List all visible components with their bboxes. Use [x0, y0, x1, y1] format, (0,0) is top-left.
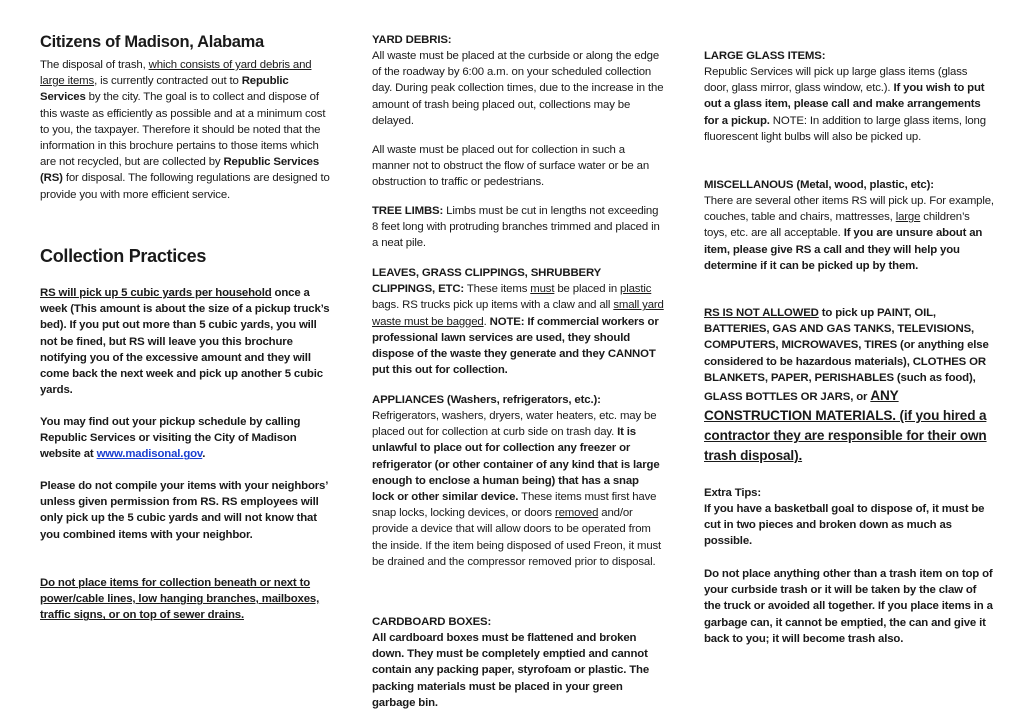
pickup-limit-paragraph: RS will pick up 5 cubic yards per household once a week (This amount is about the size of a pickup truck’s bed). If you put out more than 5 cubic yards, you will not be fined, but RS will leave you this brochure notifying you of the excessive amount and they will come back the next week and pick up another 5 cubic yards. [40, 287, 330, 397]
appliances-paragraph: Refrigerators, washers, dryers, water heaters, etc. may be placed out for collection at curb side on trash day. It is unlawful to place out for collection any freezer or refrigerator (or other container of any kind that is large enough to enclose a human being) that has a snap lock or other similar device. These items must first have snap locks, locking devices, or doors removed and/or provide a device that will allow doors to be operated from the inside. If the item being disposed of used Freon, it must be drained and the compressor removed prior to disposal. [372, 410, 662, 568]
not-allowed-paragraph: RS IS NOT ALLOWED to pick up PAINT, OIL, BATTERIES, GAS AND GAS TANKS, TELEVISIONS, COMPUTERS, MICROWAVES, TIRES (or anything else considered to be hazardous materials), CLOTHES OR BLANKETS, PAPER, PERISHABLES (such as food), GLASS BOTTLES OR JARS, or ANY CONSTRUCTION MATERIALS. (if you hired a contractor they are responsible for their own trash disposal). [704, 307, 989, 464]
cardboard-paragraph: All cardboard boxes must be flattened and broken down. They must be completely emptied and cannot contain any packing paper, styrofoam or plastic. The packing materials must be placed in your green garbage bin. [372, 632, 650, 709]
appliances-heading: APPLIANCES (Washers, refrigerators, etc.): [372, 394, 601, 406]
leaves-heading: LEAVES, GRASS CLIPPINGS, SHRUBBERY CLIPPINGS, ETC: [372, 267, 601, 296]
schedule-paragraph: You may find out your pickup schedule by calling Republic Services or visiting the City of Madison website at www.madisonal.gov. [40, 416, 301, 461]
cardboard-heading: CARDBOARD BOXES: [372, 616, 492, 628]
tree-limbs-heading: TREE LIMBS: [372, 205, 444, 217]
extra-tips-paragraph-2: Do not place anything other than a trash item on top of your curbside trash or it will be taken by the claw of the truck or avoided all together. If you place items in a garbage can, it cannot be emptied, the can and give it back to you; it will become trash also. [704, 568, 993, 645]
glass-paragraph: Republic Services will pick up large glass items (glass door, glass mirror, glass window, etc.). If you wish to put out a glass item, please call and make arrangements for a pickup. NOTE: In addition to large glass items, long fluorescent light bulbs will also be picked up. [704, 66, 986, 143]
yard-debris-heading: YARD DEBRIS: [372, 34, 452, 46]
yard-debris-paragraph: All waste must be placed at the curbside or along the edge of the roadway by 6:00 a.m. on your scheduled collection day. During peak collection times, due to the increase in the amount of trash being placed out, collections may be delayed. [372, 50, 664, 127]
placement-warning: Do not place items for collection beneath or next to power/cable lines, low hanging branches, mailboxes, traffic signs, or on top of sewer drains. [40, 577, 320, 622]
intro-paragraph: The disposal of trash, which consists of yard debris and large items, is currently contracted out to Republic Services by the city. The goal is to collect and dispose of this waste as efficiently as possible and at a minimum cost to you, the taxpayer. Therefore it should be noted that the information in this brochure pertains to those items which are not recycled, but are collected by Republic Services (RS) for disposal. The following regulations are designed to provide you with more efficient service. [40, 59, 330, 201]
leaves-section: LEAVES, GRASS CLIPPINGS, SHRUBBERY CLIPPINGS, ETC: These items must be placed in plastic bags. RS trucks pick up items with a claw and all small yard waste must be bagged. NOTE: If commercial workers or professional lawn services are used, they should dispose of the waste they generate and they CANNOT put this out for collection. [372, 267, 664, 377]
website-link[interactable]: www.madisonal.gov [96, 448, 203, 461]
misc-paragraph: There are several other items RS will pick up. For example, couches, table and chairs, mattresses, large children’s toys, etc. are all acceptable. If you are unsure about an item, please give RS a call and they will help you determine if it can be picked up by them. [704, 195, 994, 272]
construction-materials-warning: ANY CONSTRUCTION MATERIALS. (if you hired a contractor they are responsible for their own trash disposal). [704, 388, 987, 464]
yard-debris-paragraph-2: All waste must be placed out for collection in such a manner not to obstruct the flow of surface water or be an obstruction to traffic or pedestrians. [372, 144, 650, 189]
tree-limbs-section: TREE LIMBS: Limbs must be cut in lengths not exceeding 8 feet long with protruding branches trimmed and placed in a neat pile. [372, 205, 660, 250]
glass-heading: LARGE GLASS ITEMS: [704, 50, 826, 62]
extra-tips-heading: Extra Tips: [704, 487, 762, 499]
page-title: Citizens of Madison, Alabama [40, 33, 264, 51]
neighbors-paragraph: Please do not compile your items with your neighbors’ unless given permission from RS. RS employees will only pick up the 5 cubic yards and will not know that you combined items with your neighbor. [40, 480, 328, 541]
extra-tips-paragraph-1: If you have a basketball goal to dispose of, it must be cut in two pieces and broken down as much as possible. [704, 503, 985, 548]
misc-heading: MISCELLANOUS (Metal, wood, plastic, etc): [704, 179, 934, 191]
section-title: Collection Practices [40, 246, 207, 266]
